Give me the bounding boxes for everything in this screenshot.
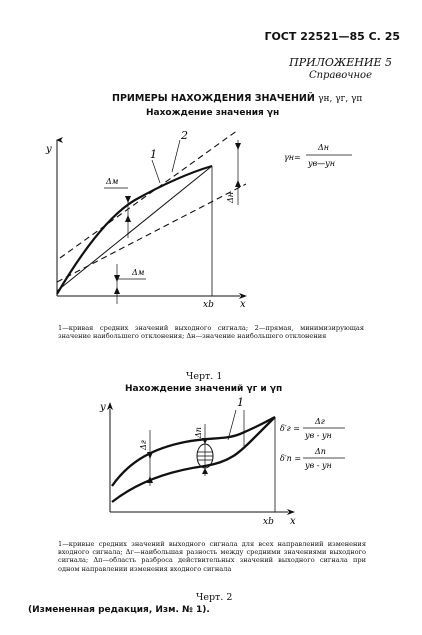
figure1-y-label: y [46,144,52,155]
figure1-line-2-label: 2 [181,129,188,142]
figure1-dashed-upper [60,130,238,258]
figure2-formula-g-denominator: yв - yн [305,431,332,440]
figure1-dashed-lower [57,184,246,282]
amendment-note: (Измененная редакция, Изм. № 1). [28,605,210,615]
appendix-type: Справочное [308,70,372,81]
figure1-leader-2 [172,140,180,172]
figure2-formula-p-numerator: Δп [315,447,326,456]
figure1-delta-m-upper-label: Δм [106,177,119,186]
figure2-graph [0,390,422,535]
page-title-symbols: γн, γг, γп [318,94,363,104]
figure1-subtitle: Нахождение значения γн [146,108,280,118]
figure1-formula-lhs: γн= [284,153,301,162]
figure1-delta-lower-arrow-b [114,287,120,294]
figure1-delta-n-label: Δн [226,191,235,203]
document-reference: ГОСТ 22521—85 С. 25 [264,30,400,43]
figure1-formula-denominator: yв—yн [308,159,335,168]
figure1-delta-lower-arrow-a [114,275,120,282]
figure1-delta-n-arrow-b [235,180,241,187]
page-title-text: ПРИМЕРЫ НАХОЖДЕНИЯ ЗНАЧЕНИЙ [112,93,315,104]
figure2-formula-g-lhs: δ′г = [280,424,300,433]
figure1-delta-upper-arrow-b [125,215,131,222]
figure2-xb-label: xb [263,517,274,527]
figure1-delta-n-arrow-a [235,143,241,150]
figure1-curve-1-label: 1 [150,148,157,161]
figure2-y-arrow [107,402,113,410]
figure1-formula-numerator: Δн [318,143,330,152]
figure2-delta-g-label: Δг [139,440,148,450]
figure1-x-label: x [240,299,246,310]
figure2-y-label: y [100,402,106,413]
figure2-formula-g-numerator: Δг [315,417,325,426]
figure1-xb-label: xb [203,300,214,310]
figure2-curves-1-label: 1 [237,396,244,409]
figure2-delta-p-label: Δп [194,427,203,438]
figure2-caption: 1—кривые средних значений выходного сигнала для всех направлений изменения входного сигнала; Δг—наибольшая разность между средними значениями выходного сигнала; Δп—область разброса действительных значений выходного сигнала при одном направлении изменения входного сигнала [58,540,366,573]
figure1-leader-1 [152,160,160,183]
appendix-number: ПРИЛОЖЕНИЕ 5 [289,56,392,69]
figure2-formula-p-lhs: δ′п = [280,454,302,463]
figure2-x-arrow [287,509,295,515]
figure1-number: Черт. 1 [186,371,223,382]
figure2-formula-p-denominator: yв - yн [305,461,332,470]
figure2-x-label: x [290,516,296,527]
figure2-number: Черт. 2 [196,592,233,603]
figure1-caption: 1—кривая средних значений выходного сигнала; 2—прямая, минимизирующая значение наибольшего отклонения; Δн—значение наибольшего отклонения [58,324,364,341]
figure1-delta-m-lower-label: Δм [132,268,145,277]
figure2-subtitle: Нахождение значений γг и γп [125,384,283,394]
figure2-delta-p-arrow-b [202,468,208,474]
